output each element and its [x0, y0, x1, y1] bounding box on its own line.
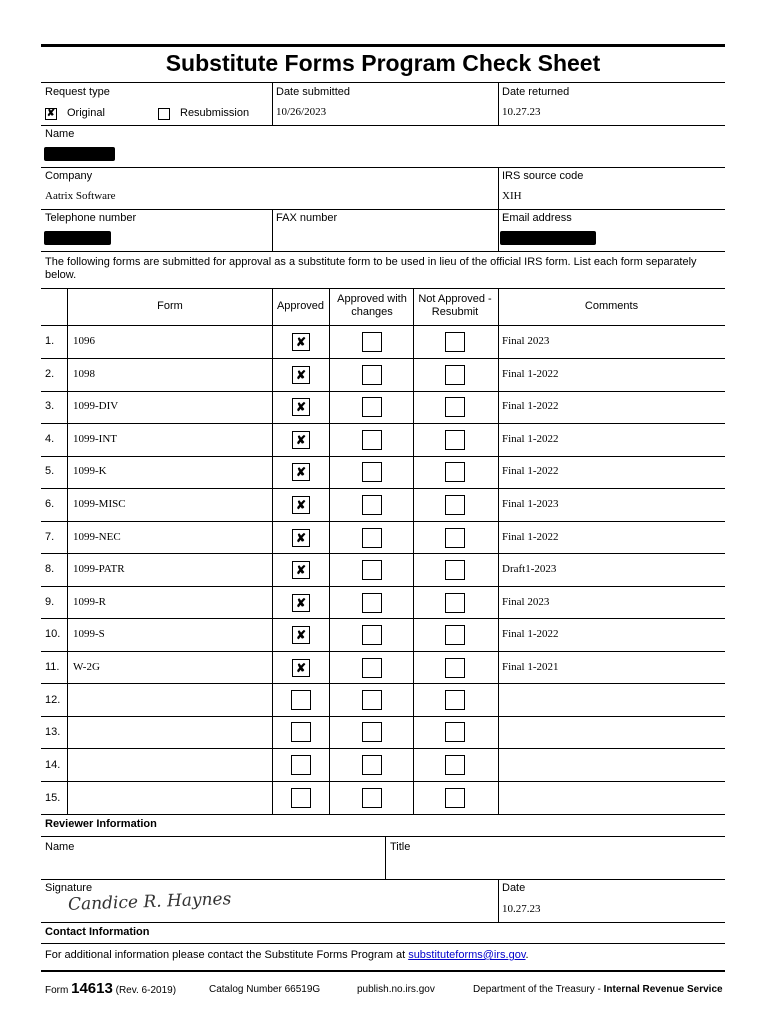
approved-checkbox[interactable] — [292, 431, 310, 449]
row-divider — [41, 814, 725, 815]
not-approved-checkbox[interactable] — [445, 397, 465, 417]
checkbox-mark: ✘ — [295, 335, 307, 349]
not-approved-checkbox[interactable] — [445, 755, 465, 775]
footer-catalog: Catalog Number 66519G — [209, 984, 321, 995]
footer-irs: Internal Revenue Service — [603, 984, 723, 995]
row-divider — [41, 748, 725, 749]
footer-form-id — [45, 980, 176, 997]
row-number: 1. — [45, 335, 55, 347]
footer-department — [473, 984, 723, 995]
email-redaction — [500, 231, 596, 245]
approved-checkbox[interactable] — [291, 722, 311, 742]
row-form[interactable]: 1099-R — [73, 596, 106, 608]
approved-with-changes-checkbox[interactable] — [362, 625, 382, 645]
company-value[interactable]: Aatrix Software — [45, 190, 116, 202]
signature: Candice R. Haynes — [67, 889, 232, 915]
top-rule — [41, 44, 725, 47]
row-comment[interactable]: Final 1-2022 — [502, 628, 559, 640]
not-approved-checkbox[interactable] — [445, 593, 465, 613]
date-returned-value[interactable]: 10.27.23 — [502, 106, 541, 118]
page-title: Substitute Forms Program Check Sheet — [165, 50, 601, 76]
header-not-approved: Not Approved - Resubmit — [418, 293, 492, 318]
email-label: Email address — [502, 212, 572, 224]
approved-checkbox[interactable] — [292, 463, 310, 481]
approved-with-changes-checkbox[interactable] — [362, 528, 382, 548]
row-number: 9. — [45, 596, 55, 608]
table-column-line — [272, 288, 273, 815]
approved-with-changes-checkbox[interactable] — [362, 690, 382, 710]
divider — [41, 82, 725, 83]
original-checkbox[interactable] — [45, 108, 57, 120]
row-divider — [41, 781, 725, 782]
row-divider — [41, 391, 725, 392]
approved-checkbox[interactable] — [292, 333, 310, 351]
divider — [498, 209, 499, 251]
not-approved-checkbox[interactable] — [445, 788, 465, 808]
approved-checkbox[interactable] — [292, 529, 310, 547]
header-approved-with-changes: Approved with changes — [337, 293, 407, 318]
approved-checkbox[interactable] — [292, 561, 310, 579]
row-divider — [41, 651, 725, 652]
date-returned-label: Date returned — [502, 86, 570, 98]
divider — [498, 82, 499, 125]
approved-checkbox[interactable] — [292, 398, 310, 416]
divider — [41, 943, 725, 944]
footer-form-number: 14613 — [71, 980, 113, 997]
reviewer-name-label: Name — [45, 841, 75, 853]
checkbox-mark: ✘ — [295, 563, 307, 577]
not-approved-checkbox[interactable] — [445, 430, 465, 450]
not-approved-checkbox[interactable] — [445, 658, 465, 678]
not-approved-checkbox[interactable] — [445, 625, 465, 645]
telephone-redaction — [44, 231, 111, 245]
telephone-label: Telephone number — [45, 212, 137, 224]
contact-section-title: Contact Information — [45, 926, 150, 938]
row-number: 12. — [45, 694, 61, 706]
divider — [41, 970, 725, 972]
contact-text-line — [45, 949, 529, 961]
divider — [41, 209, 725, 210]
row-form[interactable]: 1096 — [73, 335, 95, 347]
divider — [385, 836, 386, 879]
row-divider — [41, 586, 725, 587]
signature-label: Signature — [45, 882, 93, 894]
approved-with-changes-checkbox[interactable] — [362, 560, 382, 580]
not-approved-checkbox[interactable] — [445, 528, 465, 548]
row-divider — [41, 716, 725, 717]
table-column-line — [413, 288, 414, 815]
row-comment[interactable]: Final 2023 — [502, 596, 550, 608]
name-label: Name — [45, 128, 75, 140]
row-number: 2. — [45, 368, 55, 380]
fax-label: FAX number — [276, 212, 338, 224]
reviewer-title-label: Title — [390, 841, 411, 853]
row-form[interactable]: 1099-PATR — [73, 563, 125, 575]
approved-checkbox[interactable] — [291, 755, 311, 775]
not-approved-checkbox[interactable] — [445, 560, 465, 580]
divider — [41, 288, 725, 289]
company-label: Company — [45, 170, 93, 182]
not-approved-checkbox[interactable] — [445, 462, 465, 482]
table-column-line — [67, 288, 68, 815]
row-number: 7. — [45, 531, 55, 543]
checkbox-mark: ✘ — [46, 108, 56, 119]
contact-text: For additional information please contact the Substitute Forms Program at — [45, 949, 406, 961]
approved-checkbox[interactable] — [292, 659, 310, 677]
row-comment[interactable]: Final 1-2022 — [502, 465, 559, 477]
approved-with-changes-checkbox[interactable] — [362, 788, 382, 808]
instructions-text: The following forms are submitted for approval as a substitute form to be used in lieu of the official IRS form. List each form separately below. — [45, 256, 697, 281]
contact-period: . — [525, 949, 529, 961]
original-label: Original — [67, 107, 105, 119]
row-divider — [41, 456, 725, 457]
checkbox-mark: ✘ — [295, 531, 307, 545]
row-comment[interactable]: Final 1-2022 — [502, 531, 559, 543]
row-divider — [41, 618, 725, 619]
resubmission-label: Resubmission — [180, 107, 250, 119]
approved-with-changes-checkbox[interactable] — [362, 462, 382, 482]
resubmission-checkbox[interactable] — [158, 108, 170, 120]
row-form[interactable]: 1099-NEC — [73, 531, 121, 543]
not-approved-checkbox[interactable] — [445, 722, 465, 742]
row-divider — [41, 553, 725, 554]
divider — [41, 125, 725, 126]
row-comment[interactable]: Final 1-2022 — [502, 368, 559, 380]
date-submitted-label: Date submitted — [276, 86, 350, 98]
divider — [41, 167, 725, 168]
not-approved-checkbox[interactable] — [445, 690, 465, 710]
approved-with-changes-checkbox[interactable] — [362, 658, 382, 678]
divider — [41, 922, 725, 923]
footer-rev: (Rev. 6-2019) — [115, 985, 177, 996]
row-divider — [41, 423, 725, 424]
divider — [498, 167, 499, 209]
checkbox-mark: ✘ — [295, 465, 307, 479]
divider — [41, 325, 725, 326]
checkbox-mark: ✘ — [295, 661, 307, 675]
divider — [41, 879, 725, 880]
row-comment[interactable]: Draft1-2023 — [502, 563, 557, 575]
row-form[interactable]: 1099-DIV — [73, 400, 119, 412]
irs-source-code-label: IRS source code — [502, 170, 584, 182]
not-approved-checkbox[interactable] — [445, 332, 465, 352]
reviewer-date-label: Date — [502, 882, 526, 894]
approved-with-changes-checkbox[interactable] — [362, 397, 382, 417]
row-number: 13. — [45, 726, 61, 738]
not-approved-checkbox[interactable] — [445, 495, 465, 515]
checkbox-mark: ✘ — [295, 433, 307, 447]
row-number: 10. — [45, 628, 61, 640]
irs-source-code-value[interactable]: XIH — [502, 190, 522, 202]
row-number: 14. — [45, 759, 61, 771]
divider — [498, 879, 499, 922]
row-divider — [41, 358, 725, 359]
row-form[interactable]: 1099-MISC — [73, 498, 126, 510]
table-column-line — [329, 288, 330, 815]
row-comment[interactable]: Final 1-2022 — [502, 433, 559, 445]
approved-checkbox[interactable] — [291, 690, 311, 710]
table-column-line — [498, 288, 499, 815]
row-form[interactable]: 1098 — [73, 368, 95, 380]
divider — [272, 209, 273, 251]
row-number: 8. — [45, 563, 55, 575]
checkbox-mark: ✘ — [295, 596, 307, 610]
date-submitted-value[interactable]: 10/26/2023 — [276, 106, 327, 118]
approved-with-changes-checkbox[interactable] — [362, 332, 382, 352]
row-comment[interactable]: Final 1-2022 — [502, 400, 559, 412]
row-divider — [41, 488, 725, 489]
approved-with-changes-checkbox[interactable] — [362, 593, 382, 613]
approved-checkbox[interactable] — [292, 366, 310, 384]
row-number: 15. — [45, 792, 61, 804]
row-form[interactable]: W-2G — [73, 661, 100, 673]
row-number: 5. — [45, 465, 55, 477]
contact-email-link[interactable]: substituteforms@irs.gov — [408, 949, 526, 961]
checkbox-mark: ✘ — [295, 498, 307, 512]
approved-checkbox[interactable] — [292, 594, 310, 612]
approved-with-changes-checkbox[interactable] — [362, 365, 382, 385]
row-number: 4. — [45, 433, 55, 445]
row-comment[interactable]: Final 1-2021 — [502, 661, 559, 673]
approved-with-changes-checkbox[interactable] — [362, 722, 382, 742]
approved-with-changes-checkbox[interactable] — [362, 495, 382, 515]
checkbox-mark: ✘ — [295, 400, 307, 414]
row-divider — [41, 683, 725, 684]
divider — [41, 251, 725, 252]
divider — [272, 82, 273, 125]
approved-with-changes-checkbox[interactable] — [362, 430, 382, 450]
reviewer-date-value[interactable]: 10.27.23 — [502, 903, 541, 915]
row-form[interactable]: 1099-S — [73, 628, 105, 640]
reviewer-section-title: Reviewer Information — [45, 818, 157, 830]
request-type-label: Request type — [45, 86, 110, 98]
not-approved-checkbox[interactable] — [445, 365, 465, 385]
header-comments: Comments — [584, 300, 639, 312]
footer-publish: publish.no.irs.gov — [357, 984, 435, 995]
name-redaction — [44, 147, 115, 161]
checkbox-mark: ✘ — [295, 368, 307, 382]
approved-checkbox[interactable] — [291, 788, 311, 808]
row-number: 3. — [45, 400, 55, 412]
header-approved: Approved — [276, 300, 325, 312]
row-form[interactable]: 1099-K — [73, 465, 107, 477]
header-form: Form — [157, 300, 183, 312]
footer-dept: Department of the Treasury - — [473, 984, 604, 995]
row-divider — [41, 521, 725, 522]
checkbox-mark: ✘ — [295, 628, 307, 642]
approved-checkbox[interactable] — [292, 626, 310, 644]
row-number: 6. — [45, 498, 55, 510]
row-comment[interactable]: Final 1-2023 — [502, 498, 559, 510]
row-comment[interactable]: Final 2023 — [502, 335, 550, 347]
approved-checkbox[interactable] — [292, 496, 310, 514]
row-form[interactable]: 1099-INT — [73, 433, 117, 445]
row-number: 11. — [45, 661, 60, 673]
footer-form-prefix: Form — [45, 985, 69, 996]
divider — [41, 836, 725, 837]
approved-with-changes-checkbox[interactable] — [362, 755, 382, 775]
